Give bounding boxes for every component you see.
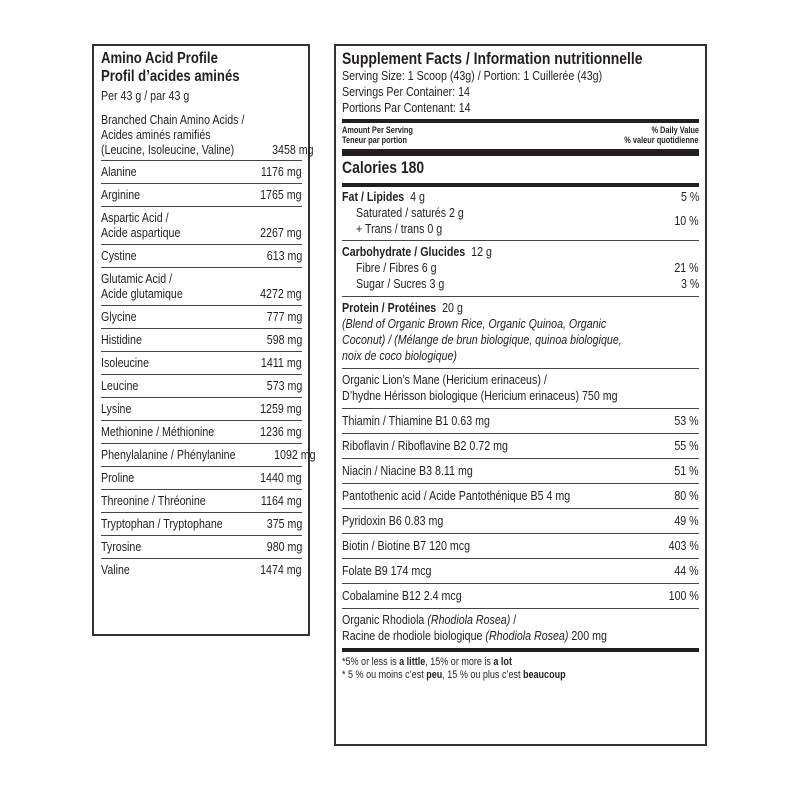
sugar-dv: 3 % [680,276,699,291]
valeur-quotidienne-header: % valeur quotidienne [624,135,699,145]
rhodiola-2b: (Rhodiola Rosea) [485,628,569,643]
rhodiola-1a: Organic Rhodiola [342,612,428,627]
amount-per-serving-header [342,119,699,149]
amino-row [101,374,302,397]
amino-row-label: Aspartic Acid / [101,210,169,225]
amino-row-value: 1164 mg [261,493,302,508]
vitamin-row [342,508,699,533]
amino-row-label: Alanine [101,164,137,179]
amino-row-label: Cystine [101,248,137,263]
amino-row [101,489,302,512]
vitamin-row [342,458,699,483]
amino-row-value: 4272 mg [260,286,302,301]
teneur-par-portion: Teneur par portion [342,135,408,145]
amino-row-label: Tryptophan / Tryptophane [101,516,223,531]
amino-row-label: Histidine [101,332,142,347]
vitamin-label: Pyridoxin B6 0.83 mg [342,513,444,528]
saturated-dv: 10 % [674,213,699,228]
rhodiola-block [342,608,699,648]
amino-row-value: 1765 mg [260,187,302,202]
amino-row-value: 1259 mg [260,401,302,416]
amino-row-value: 777 mg [266,309,302,324]
portions-par-contenant: Portions Par Contenant: 14 [342,100,471,115]
saturated: Saturated / saturés 2 g [356,205,464,220]
amino-row [101,466,302,489]
amino-row-label: Lysine [101,401,132,416]
foot-1c: , 15% or more is [425,656,494,668]
amino-bcaa-row [101,112,314,160]
foot-2a: * 5 % ou moins c’est [342,669,427,681]
rhodiola-1b: (Rhodiola Rosea) [427,612,511,627]
amino-title-fr: Profil d’acides aminés [101,68,240,85]
carb-label: Carbohydrate / Glucides [342,244,466,259]
facts-title: Supplement Facts / Information nutritionnelle [342,49,643,68]
fat-dv: 5 % [680,189,699,204]
foot-1a: *5% or less is [342,656,400,668]
amino-row-value: 1474 mg [260,562,302,577]
amino-row [101,160,302,183]
amino-row [101,512,302,535]
amino-row-label-2: Acide glutamique [101,286,183,301]
amino-row-value: 375 mg [266,516,302,531]
amino-row [101,206,302,244]
vitamin-row [342,533,699,558]
amino-row [101,397,302,420]
amino-row-value: 598 mg [266,332,302,347]
vitamin-row [342,583,699,608]
vitamin-dv: 44 % [674,563,699,578]
vitamin-dv: 55 % [674,438,699,453]
vitamin-dv: 53 % [674,413,699,428]
amino-row [101,351,302,374]
daily-value-header: % Daily Value [651,125,699,135]
amino-row-label-2: Acide aspartique [101,225,181,240]
amino-row [101,305,302,328]
amino-acid-profile-panel [92,44,316,636]
protein-label: Protein / Protéines [342,300,437,315]
amino-row-value: 1440 mg [260,470,302,485]
foot-1d: a lot [493,656,512,668]
fibre: Fibre / Fibres 6 g [356,260,437,275]
calories-row [342,149,699,183]
amino-rows [101,160,316,581]
amino-row-value: 2267 mg [260,225,302,240]
servings-per-container: Servings Per Container: 14 [342,84,470,99]
amino-row [101,535,302,558]
sugar: Sugar / Sucres 3 g [356,276,445,291]
amino-row-value: 1092 mg [274,447,316,462]
amino-title-en: Amino Acid Profile [101,50,218,67]
amino-row-value: 980 mg [266,539,302,554]
protein-amount: 20 g [442,300,463,315]
bcaa-label-3: (Leucine, Isoleucine, Valine) [101,142,235,157]
amino-row-label: Tyrosine [101,539,142,554]
supplement-facts-panel [334,44,707,746]
amino-row [101,183,302,206]
protein-desc-1: (Blend of Organic Brown Rice, Organic Quinoa, Organic [342,316,607,331]
amino-row-label: Proline [101,470,135,485]
protein-desc-2: Coconut) / (Mélange de brun biologique, quinoa biologique, [342,332,622,347]
amino-row-value: 1411 mg [261,355,302,370]
footnote-block [342,648,699,682]
lions-mane-2: D’hydne Hérisson biologique (Hericium erinaceus) 750 mg [342,388,618,403]
amino-row-label: Threonine / Thréonine [101,493,206,508]
vitamin-row [342,483,699,508]
bcaa-value: 3458 mg [272,142,314,157]
vitamin-label: Cobalamine B12 2.4 mcg [342,588,462,603]
vitamin-row [342,408,699,433]
vitamin-label: Riboflavin / Riboflavine B2 0.72 mg [342,438,508,453]
vitamin-dv: 49 % [674,513,699,528]
fibre-dv: 21 % [674,260,699,275]
vitamin-dv: 100 % [668,588,699,603]
rhodiola-2a: Racine de rhodiole biologique [342,628,486,643]
vitamin-dv: 51 % [674,463,699,478]
vitamin-rows [342,408,699,608]
protein-block [342,296,699,368]
amino-per: Per 43 g / par 43 g [101,88,190,103]
amino-row-label: Glutamic Acid / [101,271,173,286]
amino-row [101,420,302,443]
foot-2c: , 15 % ou plus c’est [442,669,524,681]
protein-desc-3: noix de coco biologique) [342,348,457,363]
lions-mane-1: Organic Lion’s Mane (Hericium erinaceus) / [342,372,547,387]
amount-per-serving: Amount Per Serving [342,125,413,135]
fat-amount: 4 g [410,189,425,204]
lions-mane-block [342,368,699,408]
rhodiola-2c: 200 mg [568,628,607,643]
amino-row-label: Valine [101,562,130,577]
vitamin-label: Folate B9 174 mcg [342,563,432,578]
vitamin-dv: 80 % [674,488,699,503]
trans: + Trans / trans 0 g [356,221,443,236]
amino-row [101,328,302,351]
amino-row-label: Isoleucine [101,355,150,370]
vitamin-label: Biotin / Biotine B7 120 mcg [342,538,470,553]
fat-label: Fat / Lipides [342,189,405,204]
serving-size: Serving Size: 1 Scoop (43g) / Portion: 1 Cuillerée (43g) [342,68,603,83]
foot-2b: peu [426,669,443,681]
bcaa-label-2: Acides aminés ramifiés [101,127,211,142]
carb-amount: 12 g [471,244,492,259]
vitamin-label: Thiamin / Thiamine B1 0.63 mg [342,413,490,428]
amino-row-label: Methionine / Méthionine [101,424,215,439]
rhodiola-1c: / [510,612,517,627]
amino-row-label: Arginine [101,187,141,202]
bcaa-label-1: Branched Chain Amino Acids / [101,112,245,127]
calories: Calories 180 [342,158,425,177]
amino-row-label: Phenylalanine / Phénylanine [101,447,236,462]
amino-row [101,267,302,305]
amino-row-label: Glycine [101,309,137,324]
amino-row-value: 1236 mg [260,424,302,439]
foot-1b: a little [399,656,426,668]
amino-row-value: 573 mg [266,378,302,393]
amino-row-value: 613 mg [266,248,302,263]
amino-row-value: 1176 mg [261,164,302,179]
carb-block [342,240,699,296]
foot-2d: beaucoup [523,669,566,681]
vitamin-label: Niacin / Niacine B3 8.11 mg [342,463,473,478]
amino-row-label: Leucine [101,378,139,393]
vitamin-label: Pantothenic acid / Acide Pantothénique B5 4 mg [342,488,571,503]
amino-row [101,244,302,267]
amino-row [101,443,316,466]
vitamin-row [342,433,699,458]
vitamin-row [342,558,699,583]
amino-row [101,558,302,581]
fat-block [342,183,699,240]
vitamin-dv: 403 % [668,538,699,553]
